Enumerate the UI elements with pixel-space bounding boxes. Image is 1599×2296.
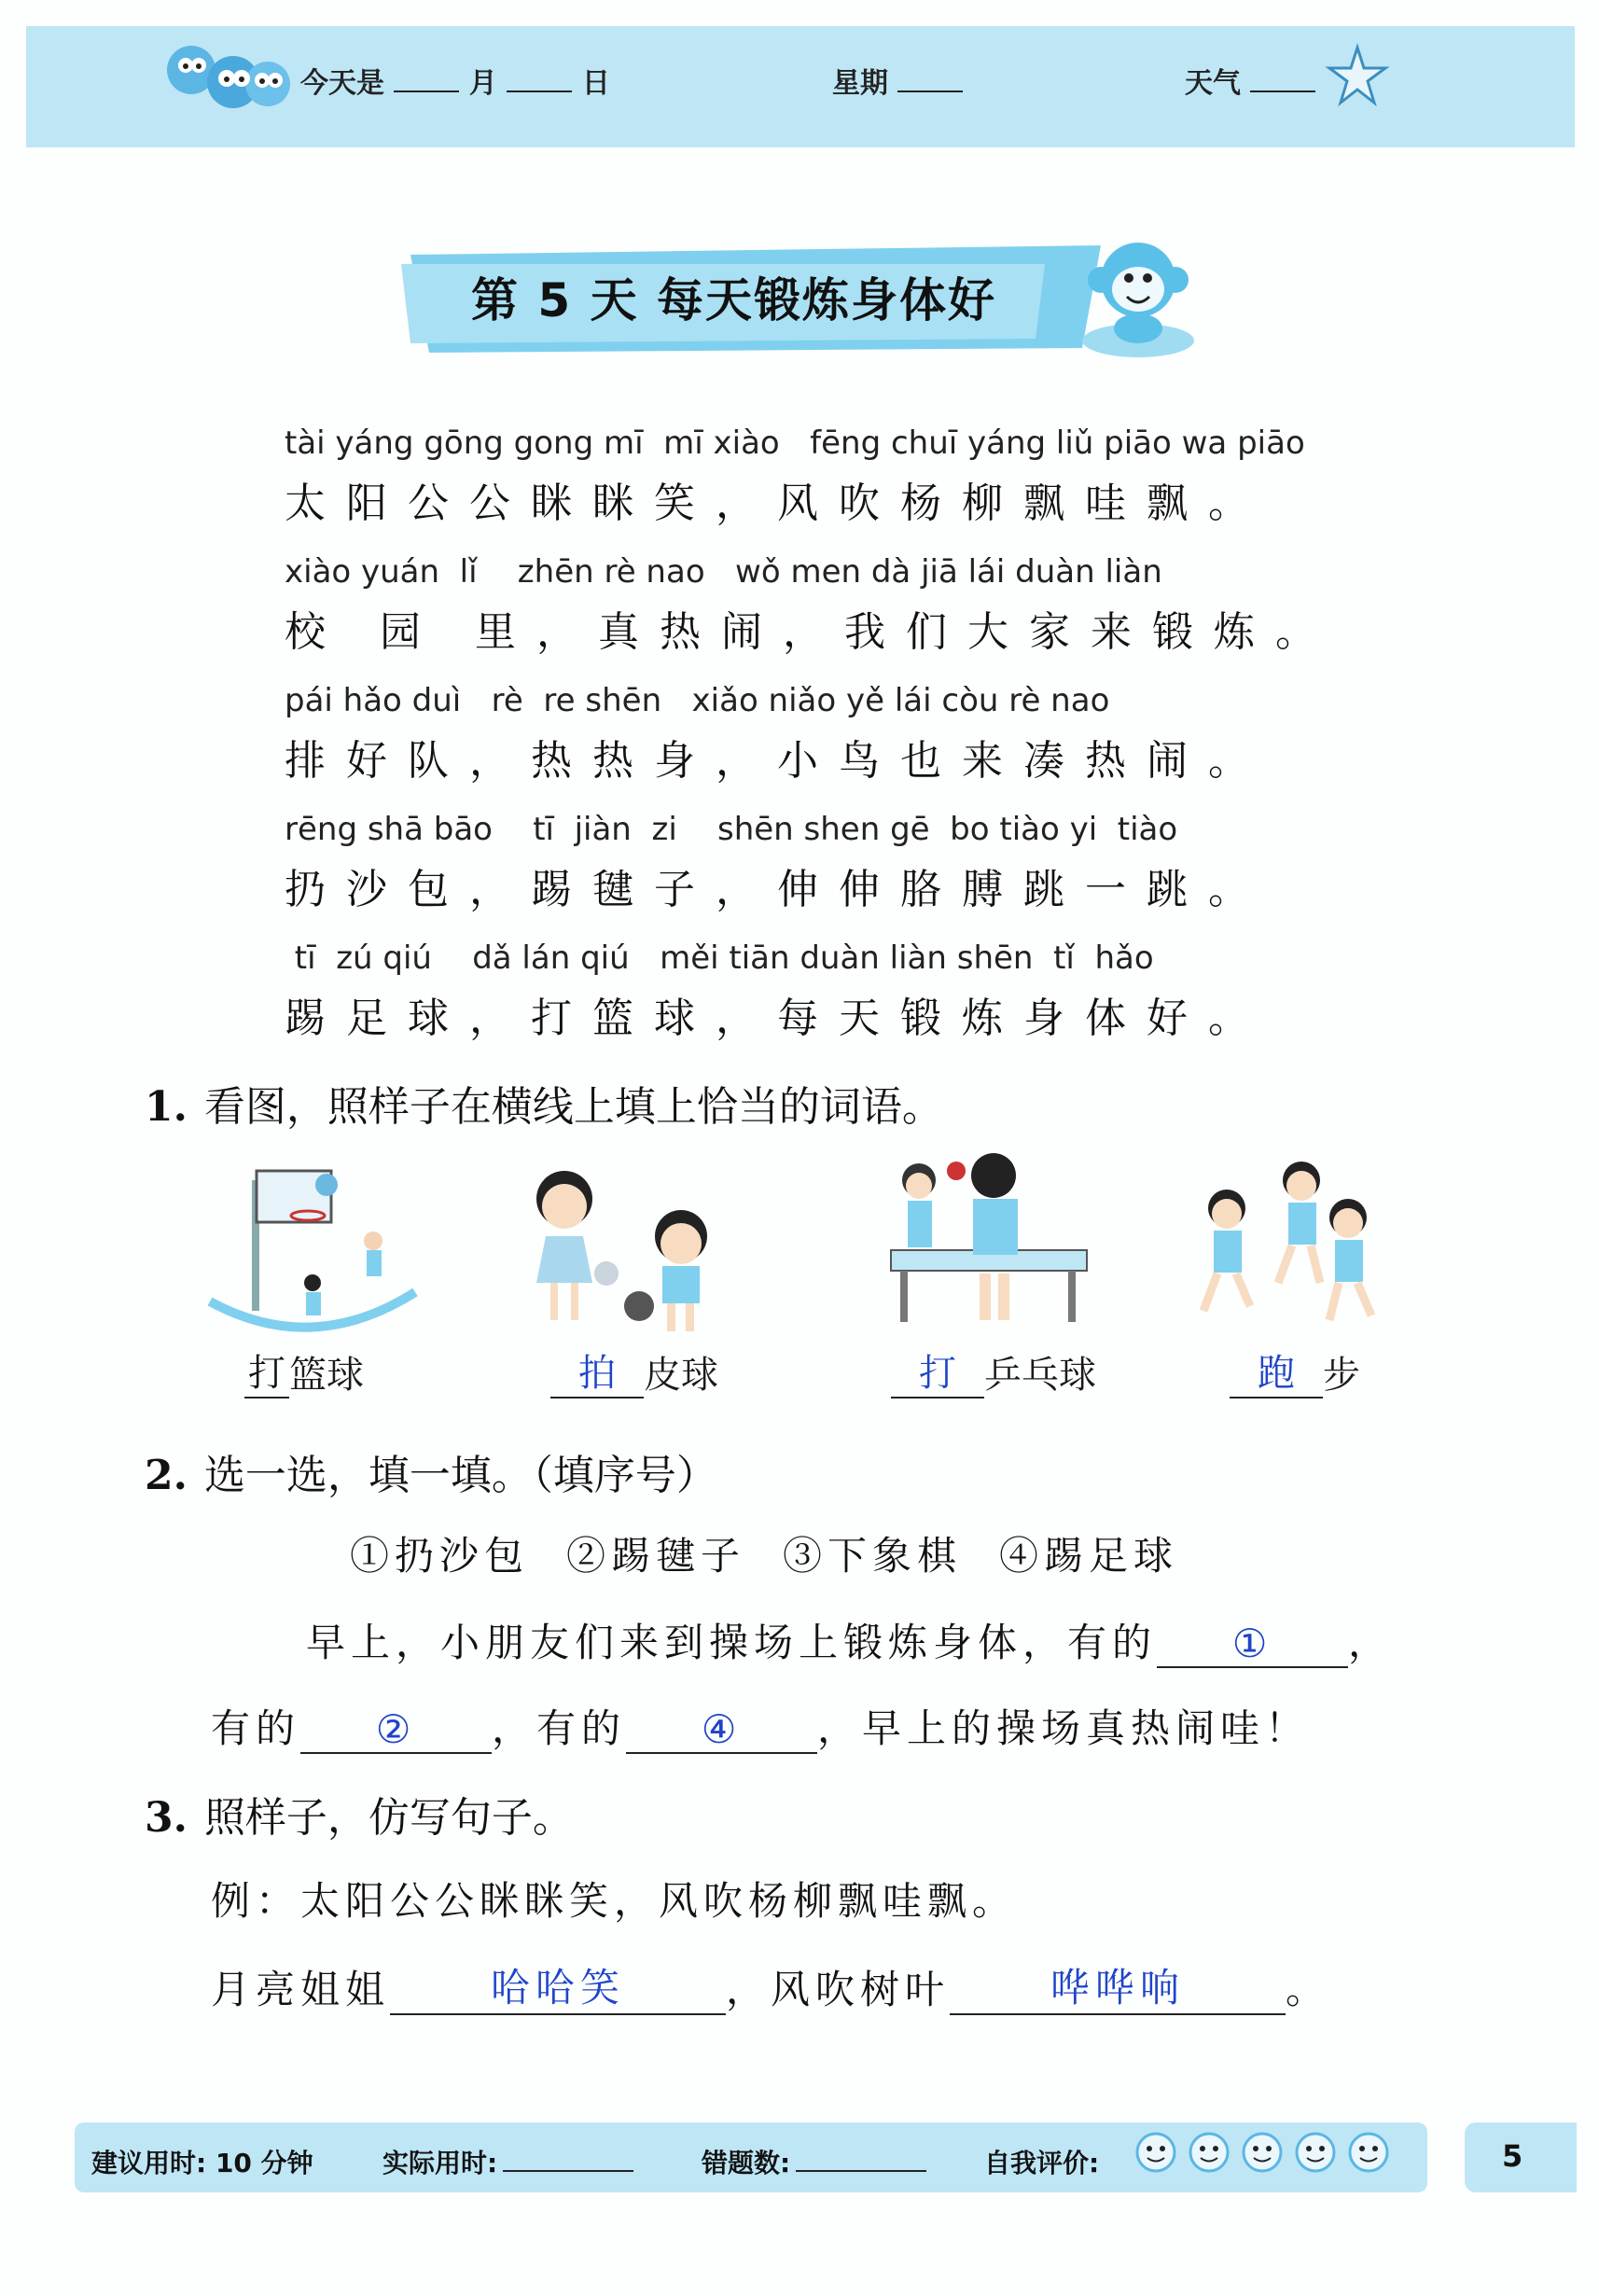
q1-blank[interactable]: 拍 xyxy=(550,1343,644,1398)
page-number: 5 xyxy=(1502,2138,1523,2174)
q2-options xyxy=(350,1525,1216,1581)
self-evaluation-label: 自我评价: xyxy=(984,2148,1100,2178)
poem-line-5 xyxy=(285,939,1270,1044)
weekday-field: 星期 xyxy=(832,60,963,101)
month-blank[interactable] xyxy=(394,68,459,92)
error-count-blank[interactable] xyxy=(796,2148,926,2172)
poem-line-2 xyxy=(285,553,1337,658)
smiley-face-icon[interactable] xyxy=(1346,2130,1391,2175)
bubble-characters-icon xyxy=(163,37,294,121)
monkey-mascot-icon xyxy=(1073,224,1203,364)
q2-blank-1[interactable]: ① xyxy=(1157,1621,1348,1668)
basketball-illustration-icon xyxy=(201,1152,424,1339)
poem-line-1 xyxy=(285,424,1305,529)
suggested-time: 建议用时: 10 分钟 xyxy=(91,2148,313,2178)
q2-blank-2[interactable]: ② xyxy=(300,1706,492,1754)
hanzi-line: 排好队，热热身，小鸟也来凑热闹。 xyxy=(285,737,1270,785)
error-count: 错题数: xyxy=(702,2143,926,2180)
page-title: 第 5 天 每天锻炼身体好 xyxy=(471,273,997,327)
date-field: 今天是 月 日 xyxy=(300,67,610,100)
q2-sentence-1: 早上，小朋友们来到操场上锻炼身体，有的 ① ， xyxy=(306,1620,1394,1666)
ping-pong-illustration-icon xyxy=(882,1152,1105,1339)
question-1-title: 1. 看图，照样子在横线上填上恰当的词语。 xyxy=(145,1083,943,1131)
option-3: ③下象棋 xyxy=(783,1533,963,1579)
option-2: ②踢毽子 xyxy=(566,1533,746,1579)
pinyin-line: pái hǎo duì rè re shēn xiǎo niǎo yě lái còu rè nao xyxy=(285,682,1110,719)
weekday-blank[interactable] xyxy=(897,68,963,92)
question-2-title: 2. 选一选，填一填。（填序号） xyxy=(145,1452,717,1499)
poem-line-4 xyxy=(285,811,1270,915)
q3-blank-1[interactable]: 哈哈笑 xyxy=(390,1957,726,2015)
star-icon xyxy=(1325,43,1390,108)
actual-time-blank[interactable] xyxy=(503,2148,633,2172)
weather-field: 天气 xyxy=(1185,60,1315,101)
q1-item-4: 跑 步 xyxy=(1230,1343,1360,1398)
q3-blank-2[interactable]: 哗哗响 xyxy=(950,1957,1286,2015)
smiley-face-icon[interactable] xyxy=(1293,2130,1338,2175)
bouncing-ball-illustration-icon xyxy=(508,1152,732,1339)
weather-blank[interactable] xyxy=(1250,68,1315,92)
q2-sentence-2: 有的 ② ，有的 ④ ，早上的操场真热闹哇！ xyxy=(211,1705,1311,1752)
actual-time: 实际用时: xyxy=(382,2143,633,2180)
hanzi-line: 太阳公公眯眯笑，风吹杨柳飘哇飘。 xyxy=(285,480,1270,527)
option-4: ④踢足球 xyxy=(999,1533,1179,1579)
q2-blank-3[interactable]: ④ xyxy=(626,1706,817,1754)
option-1: ①扔沙包 xyxy=(350,1533,530,1579)
q1-blank[interactable]: 打 xyxy=(244,1343,289,1398)
q3-answer-line: 月亮姐姐 哈哈笑 ，风吹树叶 哗哗响 。 xyxy=(211,1957,1330,2015)
smiley-face-icon[interactable] xyxy=(1133,2130,1178,2175)
hanzi-line: 校 园 里，真热闹，我们大家来锻炼。 xyxy=(285,608,1337,656)
poem-line-3 xyxy=(285,682,1270,786)
hanzi-line: 扔沙包，踢毽子，伸伸胳膊跳一跳。 xyxy=(285,866,1270,913)
q1-blank[interactable]: 打 xyxy=(891,1343,984,1398)
pinyin-line: rēng shā bāo tī jiàn zi shēn shen gē bo tiào yi tiào xyxy=(285,811,1178,848)
q3-example: 例：太阳公公眯眯笑，风吹杨柳飘哇飘。 xyxy=(211,1878,1018,1924)
question-3-title: 3. 照样子，仿写句子。 xyxy=(145,1794,574,1842)
pinyin-line: tài yáng gōng gong mī mī xiào fēng chuī yáng liǔ piāo wa piāo xyxy=(285,424,1305,462)
hanzi-line: 踢足球，打篮球，每天锻炼身体好。 xyxy=(285,995,1270,1042)
q1-blank[interactable]: 跑 xyxy=(1230,1343,1323,1398)
q1-item-1: 打 篮球 xyxy=(244,1343,364,1398)
q1-item-3: 打 乒乓球 xyxy=(891,1343,1096,1398)
q1-item-2: 拍 皮球 xyxy=(550,1343,718,1398)
smiley-face-icon[interactable] xyxy=(1240,2130,1285,2175)
smiley-face-icon[interactable] xyxy=(1187,2130,1231,2175)
pinyin-line: tī zú qiú dǎ lán qiú měi tiān duàn liàn shēn tǐ hǎo xyxy=(285,939,1154,977)
day-blank[interactable] xyxy=(507,68,572,92)
running-illustration-icon xyxy=(1180,1152,1404,1339)
pinyin-line: xiào yuán lǐ zhēn rè nao wǒ men dà jiā lái duàn liàn xyxy=(285,553,1162,591)
